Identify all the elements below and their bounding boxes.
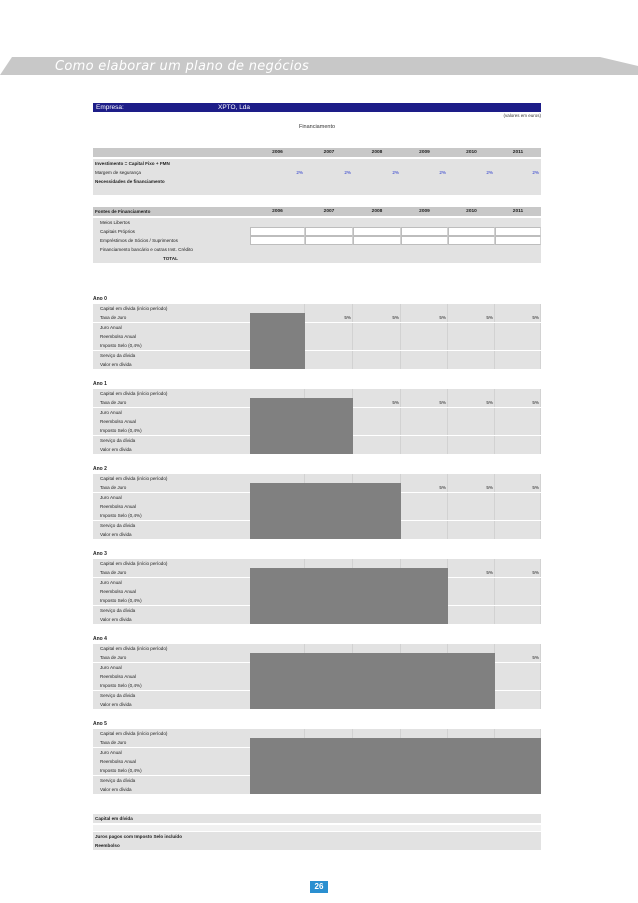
table-row <box>93 323 541 332</box>
grid-cell <box>305 304 353 313</box>
grid-cell <box>448 493 495 502</box>
section-title: Financiamento <box>298 124 336 130</box>
interest-rate-value: 5% <box>486 400 493 406</box>
loan-row-label: Capital em dívida (início período) <box>100 561 168 566</box>
grid-cell <box>353 389 401 398</box>
grid-cell <box>495 681 541 690</box>
loan-row-label: Reembolso Anual <box>100 588 137 594</box>
grid-cell <box>495 672 541 681</box>
loan-block-title: Ano 2 <box>93 466 107 472</box>
input-cell[interactable] <box>353 227 401 236</box>
loan-row-label: Imposto Selo (0,4%) <box>100 343 142 349</box>
grid-cell <box>495 445 541 454</box>
sources-title: Fontes de Financiamento <box>95 209 151 214</box>
inactive-period-block <box>250 313 305 369</box>
loan-row-label: Reembolso Anual <box>100 418 137 424</box>
margin-value: 2% <box>344 170 351 175</box>
loan-row-label: Serviço da dívida <box>100 352 136 358</box>
loan-row-label: Imposto Selo (0,4%) <box>100 683 142 689</box>
grid-cell <box>448 474 495 483</box>
table-row <box>93 832 541 841</box>
input-cell[interactable] <box>495 236 541 245</box>
grid-cell <box>305 351 353 360</box>
grid-cell <box>401 559 448 568</box>
grid-cell <box>495 700 541 709</box>
grid-cell <box>495 511 541 520</box>
inactive-period-block <box>250 483 401 539</box>
loan-row-label: Valor em dívida <box>100 531 132 537</box>
grid-cell <box>353 341 401 350</box>
interest-rate-value: 5% <box>532 570 539 576</box>
grid-cell <box>250 304 305 313</box>
grid-cell <box>495 615 541 624</box>
grid-cell <box>495 436 541 445</box>
grid-cell <box>448 615 495 624</box>
table-row <box>93 644 541 653</box>
loan-row-label: Capital em dívida (início período) <box>100 306 168 311</box>
year-header: 2009 <box>419 150 430 155</box>
grid-cell <box>401 644 448 653</box>
source-item: Meios Libertos <box>100 220 130 225</box>
table-row <box>93 186 541 195</box>
grid-cell <box>305 332 353 341</box>
loan-row-label: Serviço da dívida <box>100 607 136 613</box>
grid-cell <box>495 587 541 596</box>
table-row <box>93 814 541 823</box>
interest-rate-value: 5% <box>486 485 493 491</box>
table-row <box>93 729 541 738</box>
table-row <box>93 474 541 483</box>
grid-cell <box>250 389 305 398</box>
grid-cell <box>401 323 448 332</box>
grid-cell <box>495 426 541 435</box>
interest-rate-value: 5% <box>392 315 399 321</box>
year-header: 2006 <box>272 209 283 214</box>
page-header-title: Como elaborar um plano de negócios <box>55 59 310 74</box>
company-label: Empresa: <box>96 104 124 111</box>
grid-cell <box>448 436 495 445</box>
grid-cell <box>401 360 448 369</box>
grid-cell <box>448 351 495 360</box>
table-row <box>93 227 541 236</box>
row-label: Margem de segurança <box>95 170 141 175</box>
sources-header-row <box>93 207 541 216</box>
grid-cell <box>495 304 541 313</box>
grid-cell <box>353 445 401 454</box>
table-row <box>93 313 541 322</box>
loan-row-label: Reembolso Anual <box>100 503 137 509</box>
source-item: Empréstimos de Sócios / Suprimentos <box>100 238 178 243</box>
loan-row-label: Capital em dívida (início período) <box>100 646 168 651</box>
table-row <box>93 304 541 313</box>
grid-cell <box>495 530 541 539</box>
grid-cell <box>353 332 401 341</box>
loan-row-label: Taxa de Juro <box>100 655 127 661</box>
loan-row-label: Juro Anual <box>100 664 122 670</box>
loan-row-label: Valor em dívida <box>100 446 132 452</box>
loan-block-title: Ano 3 <box>93 551 107 557</box>
grid-cell <box>495 332 541 341</box>
grid-cell <box>353 351 401 360</box>
loan-row-label: Imposto Selo (0,4%) <box>100 428 142 434</box>
input-cell[interactable] <box>250 227 305 236</box>
grid-cell <box>353 426 401 435</box>
grid-cell <box>448 559 495 568</box>
inactive-period-block <box>250 398 353 454</box>
margin-value: 2% <box>392 170 399 175</box>
grid-cell <box>495 521 541 530</box>
table-row <box>93 341 541 350</box>
grid-cell <box>495 493 541 502</box>
company-bar <box>93 103 541 112</box>
loan-block-title: Ano 4 <box>93 636 107 642</box>
loan-row-label: Imposto Selo (0,4%) <box>100 768 142 774</box>
grid-cell <box>250 559 305 568</box>
loan-row-label: Taxa de Juro <box>100 740 127 746</box>
interest-rate-value: 5% <box>532 485 539 491</box>
interest-rate-value: 5% <box>392 400 399 406</box>
input-cell[interactable] <box>401 236 448 245</box>
grid-cell <box>250 729 305 738</box>
row-label: Investimento = Capital Fixo + FMN <box>95 161 170 166</box>
loan-row-label: Juro Anual <box>100 409 122 415</box>
grid-cell <box>448 511 495 520</box>
loan-row-label: Imposto Selo (0,4%) <box>100 513 142 519</box>
units-note: (valores em euros) <box>503 113 541 118</box>
input-cell[interactable] <box>448 227 495 236</box>
margin-value: 2% <box>439 170 446 175</box>
grid-cell <box>495 474 541 483</box>
grid-cell <box>401 502 448 511</box>
grid-cell <box>401 493 448 502</box>
loan-row-label: Capital em dívida (início período) <box>100 476 168 481</box>
loan-row-label: Taxa de Juro <box>100 570 127 576</box>
grid-cell <box>401 426 448 435</box>
grid-cell <box>448 426 495 435</box>
footer-label: Capital em dívida <box>95 816 133 821</box>
loan-row-label: Juro Anual <box>100 324 122 330</box>
grid-cell <box>448 521 495 530</box>
input-cell[interactable] <box>448 236 495 245</box>
input-cell[interactable] <box>305 227 353 236</box>
year-header: 2009 <box>419 209 430 214</box>
grid-cell <box>401 351 448 360</box>
company-name: XPTO, Lda <box>218 104 251 111</box>
loan-row-label: Serviço da dívida <box>100 437 136 443</box>
table-row <box>93 841 541 850</box>
table-row <box>93 236 541 245</box>
grid-cell <box>495 578 541 587</box>
loan-row-label: Valor em dívida <box>100 786 132 792</box>
grid-cell <box>401 332 448 341</box>
interest-rate-value: 5% <box>486 570 493 576</box>
grid-cell <box>305 644 353 653</box>
loan-row-label: Capital em dívida (início período) <box>100 391 168 396</box>
input-cell[interactable] <box>305 236 353 245</box>
table-row <box>93 245 541 254</box>
loan-row-label: Imposto Selo (0,4%) <box>100 598 142 604</box>
year-header: 2010 <box>466 150 477 155</box>
grid-cell <box>305 389 353 398</box>
year-header: 2006 <box>272 150 283 155</box>
source-item: Financiamento bancário e outras Inst. Crédito <box>100 247 193 252</box>
loan-row-label: Taxa de Juro <box>100 400 127 406</box>
row-label: Necessidades de financiamento <box>95 179 165 184</box>
table-row <box>93 389 541 398</box>
interest-rate-value: 5% <box>486 315 493 321</box>
year-header: 2008 <box>371 150 383 155</box>
grid-cell <box>401 445 448 454</box>
grid-cell <box>495 341 541 350</box>
grid-cell <box>401 530 448 539</box>
grid-cell <box>305 341 353 350</box>
loan-row-label: Valor em dívida <box>100 616 132 622</box>
grid-cell <box>448 644 495 653</box>
grid-cell <box>495 691 541 700</box>
grid-cell <box>353 323 401 332</box>
grid-cell <box>305 474 353 483</box>
grid-cell <box>250 644 305 653</box>
table-row <box>93 559 541 568</box>
grid-cell <box>495 559 541 568</box>
grid-cell <box>448 360 495 369</box>
footer-label: Juros pagos com Imposto Selo incluído <box>95 834 183 839</box>
loan-row-label: Juro Anual <box>100 494 122 500</box>
grid-cell <box>495 389 541 398</box>
grid-cell <box>353 360 401 369</box>
input-cell[interactable] <box>250 236 305 245</box>
table-row <box>93 177 541 186</box>
grid-cell <box>401 341 448 350</box>
inactive-period-block <box>250 568 448 624</box>
grid-cell <box>448 341 495 350</box>
grid-cell <box>448 304 495 313</box>
grid-cell <box>401 408 448 417</box>
grid-cell <box>401 304 448 313</box>
year-header: 2008 <box>371 209 383 214</box>
grid-cell <box>495 663 541 672</box>
grid-cell <box>401 474 448 483</box>
loan-block-title: Ano 1 <box>93 381 107 387</box>
input-cell[interactable] <box>495 227 541 236</box>
grid-cell <box>353 559 401 568</box>
table-row <box>93 159 541 168</box>
inactive-period-block <box>250 653 495 709</box>
year-header: 2007 <box>323 150 335 155</box>
loan-block-title: Ano 0 <box>93 296 107 302</box>
grid-cell <box>495 606 541 615</box>
grid-cell <box>250 474 305 483</box>
total-label: TOTAL <box>163 256 178 261</box>
table-row <box>93 254 541 263</box>
grid-cell <box>353 408 401 417</box>
grid-cell <box>305 360 353 369</box>
grid-cell <box>448 530 495 539</box>
spacer-row <box>93 825 541 831</box>
grid-cell <box>448 323 495 332</box>
loan-row-label: Reembolso Anual <box>100 758 137 764</box>
year-header: 2011 <box>512 209 524 214</box>
loan-row-label: Capital em dívida (início período) <box>100 731 168 736</box>
grid-cell <box>448 408 495 417</box>
grid-cell <box>495 417 541 426</box>
grid-cell <box>448 502 495 511</box>
margin-value: 2% <box>486 170 493 175</box>
grid-cell <box>401 521 448 530</box>
grid-cell <box>353 417 401 426</box>
grid-cell <box>353 304 401 313</box>
grid-cell <box>448 729 495 738</box>
grid-cell <box>305 323 353 332</box>
footer-label: Reembolso <box>95 843 120 848</box>
summary-header-row <box>93 148 541 157</box>
grid-cell <box>401 417 448 426</box>
grid-cell <box>305 559 353 568</box>
grid-cell <box>448 332 495 341</box>
table-row <box>93 351 541 360</box>
grid-cell <box>448 445 495 454</box>
loan-row-label: Juro Anual <box>100 579 122 585</box>
page-number: 26 <box>310 881 328 893</box>
loan-row-label: Taxa de Juro <box>100 485 127 491</box>
table-row <box>93 332 541 341</box>
loan-row-label: Reembolso Anual <box>100 333 137 339</box>
year-header: 2011 <box>512 150 524 155</box>
loan-block-title: Ano 5 <box>93 721 107 727</box>
grid-cell <box>448 417 495 426</box>
grid-cell <box>353 436 401 445</box>
interest-rate-value: 5% <box>532 400 539 406</box>
loan-row-label: Valor em dívida <box>100 701 132 707</box>
grid-cell <box>495 323 541 332</box>
loan-row-label: Serviço da dívida <box>100 692 136 698</box>
grid-cell <box>401 436 448 445</box>
interest-rate-value: 5% <box>532 315 539 321</box>
interest-rate-value: 5% <box>439 400 446 406</box>
input-cell[interactable] <box>401 227 448 236</box>
interest-rate-value: 5% <box>532 655 539 661</box>
grid-cell <box>495 360 541 369</box>
loan-row-label: Serviço da dívida <box>100 522 136 528</box>
grid-cell <box>495 351 541 360</box>
interest-rate-value: 5% <box>344 315 351 321</box>
table-row <box>93 168 541 177</box>
loan-row-label: Reembolso Anual <box>100 673 137 679</box>
loan-row-label: Valor em dívida <box>100 361 132 367</box>
margin-value: 2% <box>296 170 303 175</box>
grid-cell <box>448 587 495 596</box>
table-row <box>93 360 541 369</box>
margin-value: 2% <box>532 170 539 175</box>
grid-cell <box>448 596 495 605</box>
grid-cell <box>448 578 495 587</box>
grid-cell <box>401 729 448 738</box>
inactive-period-block <box>250 738 541 794</box>
grid-cell <box>353 644 401 653</box>
grid-cell <box>353 729 401 738</box>
grid-cell <box>305 729 353 738</box>
grid-cell <box>495 408 541 417</box>
year-header: 2007 <box>323 209 335 214</box>
grid-cell <box>448 606 495 615</box>
year-header: 2010 <box>466 209 477 214</box>
loan-row-label: Serviço da dívida <box>100 777 136 783</box>
source-item: Capitais Próprios <box>100 229 135 234</box>
grid-cell <box>353 474 401 483</box>
table-row <box>93 218 541 227</box>
grid-cell <box>448 389 495 398</box>
interest-rate-value: 5% <box>439 315 446 321</box>
grid-cell <box>495 596 541 605</box>
grid-cell <box>495 729 541 738</box>
grid-cell <box>495 502 541 511</box>
loan-row-label: Taxa de Juro <box>100 315 127 321</box>
input-cell[interactable] <box>353 236 401 245</box>
grid-cell <box>401 389 448 398</box>
grid-cell <box>495 644 541 653</box>
grid-cell <box>401 511 448 520</box>
interest-rate-value: 5% <box>439 485 446 491</box>
loan-row-label: Juro Anual <box>100 749 122 755</box>
